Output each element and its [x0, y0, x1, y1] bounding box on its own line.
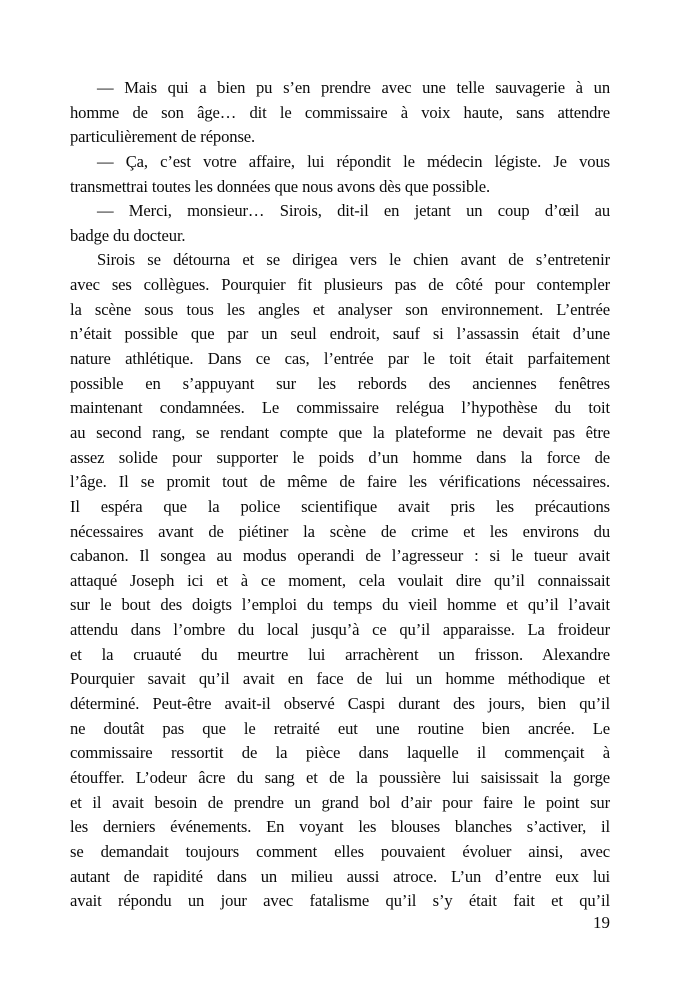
text-line: — Mais qui a bien pu s’en prendre avec une telle sauvagerie à un	[97, 78, 610, 97]
text-line: l’âge. Il se promit tout de même de faire les vérifications nécessaires.	[70, 472, 610, 492]
page-text-block	[70, 76, 610, 914]
text-line: homme de son âge… dit le commissaire à voix haute, sans attendre	[70, 102, 610, 122]
text-line: — Merci, monsieur… Sirois, dit-il en jetant un coup d’œil au	[97, 201, 610, 221]
text-line: badge du docteur.	[70, 225, 186, 245]
text-line: Il espéra que la police scientifique avait pris les précautions	[70, 496, 610, 516]
text-line: sur le bout des doigts l’emploi du temps du vieil homme et qu’il l’avait	[70, 595, 610, 615]
text-line: n’était possible que par un seul endroit, sauf si l’assassin était d’une	[70, 324, 610, 344]
text-line: se demandait toujours comment elles pouvaient évoluer ainsi, avec	[70, 841, 610, 861]
text-line: assez solide pour supporter le poids d’un homme dans la force de	[70, 447, 610, 467]
text-line: — Ça, c’est votre affaire, lui répondit le médecin légiste. Je vous	[97, 151, 610, 171]
text-line: particulièrement de réponse.	[70, 127, 256, 147]
text-line: ne doutât pas que le retraité eut une routine bien ancrée. Le	[70, 718, 610, 738]
text-line: nécessaires avant de piétiner la scène de crime et les environs du	[70, 521, 610, 541]
text-line: avec ses collègues. Pourquier fit plusieurs pas de côté pour contempler	[70, 275, 610, 295]
text-line: maintenant condamnées. Le commissaire relégua l’hypothèse du toit	[70, 398, 610, 418]
text-line: possible en s’appuyant sur les rebords des anciennes fenêtres	[70, 373, 610, 393]
page-number: 19	[593, 913, 610, 932]
text-line: et la cruauté du meurtre lui arrachèrent un frisson. Alexandre	[70, 644, 610, 664]
text-line: attaqué Joseph ici et à ce moment, cela voulait dire qu’il connaissait	[70, 570, 610, 590]
text-line: et il avait besoin de prendre un grand bol d’air pour faire le point sur	[70, 792, 610, 812]
text-line: autant de rapidité dans un milieu aussi atroce. L’un d’entre eux lui	[70, 866, 610, 886]
text-line: déterminé. Peut-être avait-il observé Caspi durant des jours, bien qu’il	[70, 694, 610, 714]
text-line: attendu dans l’ombre du local jusqu’à ce qu’il apparaisse. La froideur	[70, 620, 610, 640]
text-line: avait répondu un jour avec fatalisme qu’il s’y était fait et qu’il	[70, 891, 610, 911]
text-line: commissaire ressortit de la pièce dans laquelle il commençait à	[70, 743, 610, 763]
text-line: transmettrai toutes les données que nous avons dès que possible.	[70, 176, 490, 196]
text-line: les derniers événements. En voyant les blouses blanches s’activer, il	[70, 817, 610, 837]
text-line: Pourquier savait qu’il avait en face de lui un homme méthodique et	[70, 669, 610, 689]
text-line: au second rang, se rendant compte que la plateforme ne devait pas être	[70, 422, 610, 442]
text-line: Sirois se détourna et se dirigea vers le chien avant de s’entretenir	[97, 250, 610, 270]
text-line: nature athlétique. Dans ce cas, l’entrée par le toit était parfaitement	[70, 349, 610, 369]
text-line: étouffer. L’odeur âcre du sang et de la poussière lui saisissait la gorge	[70, 767, 610, 787]
text-line: la scène sous tous les angles et analyser son environnement. L’entrée	[70, 299, 610, 319]
text-line: cabanon. Il songea au modus operandi de l’agresseur : si le tueur avait	[70, 546, 610, 566]
